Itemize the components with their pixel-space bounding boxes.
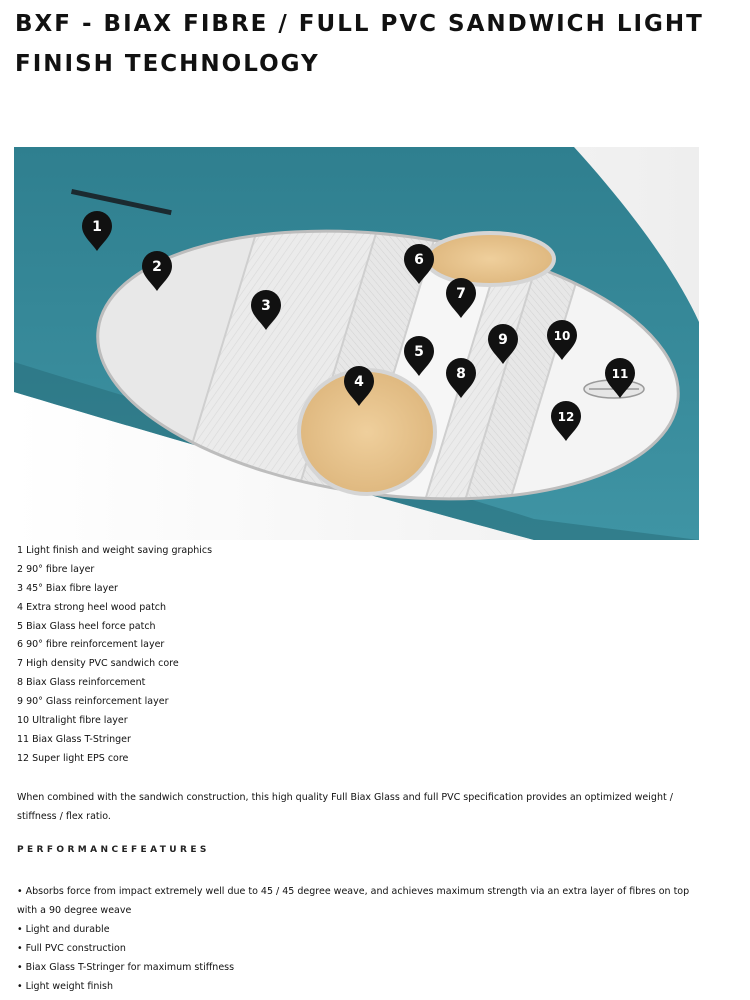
pin-label: 6 <box>414 252 424 268</box>
pin-label: 3 <box>261 298 271 314</box>
feature-item: • Light weight finish <box>17 977 707 996</box>
legend-item: 2 90° fibre layer <box>17 563 95 575</box>
legend-item: 5 Biax Glass heel force patch <box>17 620 156 632</box>
pin-label: 2 <box>152 259 162 275</box>
pin-label: 9 <box>498 332 508 348</box>
legend-list <box>17 544 212 771</box>
legend-item: 6 90° fibre reinforcement layer <box>17 639 165 651</box>
legend-item: 8 Biax Glass reinforcement <box>17 677 146 689</box>
legend-item: 10 Ultralight fibre layer <box>17 715 128 727</box>
legend-item: 11 Biax Glass T-Stringer <box>17 733 131 745</box>
feature-item: • Absorbs force from impact extremely well due to 45 / 45 degree weave, and achieves maximum strength via an extra layer of fibres on top with a 90 degree weave <box>17 882 707 920</box>
page-title: BXF - BIAX FIBRE / FULL PVC SANDWICH LIGHT FINISH TECHNOLOGY <box>15 11 704 77</box>
legend-item: 9 90° Glass reinforcement layer <box>17 696 169 708</box>
pin-label: 12 <box>557 410 575 424</box>
pin-label: 11 <box>611 367 629 381</box>
legend-item: 12 Super light EPS core <box>17 752 129 764</box>
feature-item: • Biax Glass T-Stringer for maximum stiffness <box>17 958 707 977</box>
pin-label: 4 <box>354 374 364 390</box>
pin-label: 8 <box>456 366 466 382</box>
legend-item: 1 Light finish and weight saving graphics <box>17 545 213 556</box>
pin-label: 7 <box>456 286 466 302</box>
pin-label: 1 <box>92 219 102 235</box>
pin-label: 10 <box>553 329 571 343</box>
construction-diagram <box>14 147 699 540</box>
description-paragraph: When combined with the sandwich construction, this high quality Full Biax Glass and full PVC specification provides an optimized weight / stiffness / flex ratio. <box>17 792 673 822</box>
legend-item: 3 45° Biax fibre layer <box>17 582 118 594</box>
legend-item: 7 High density PVC sandwich core <box>17 658 179 670</box>
pin-label: 5 <box>414 344 424 360</box>
reinforcement-wood-patch <box>426 233 554 285</box>
features-list <box>17 882 707 996</box>
section-heading: PERFORMANCEFEATURES <box>17 845 210 855</box>
legend-item: 4 Extra strong heel wood patch <box>17 601 167 613</box>
feature-item: • Full PVC construction <box>17 939 707 958</box>
feature-item: • Light and durable <box>17 920 707 939</box>
